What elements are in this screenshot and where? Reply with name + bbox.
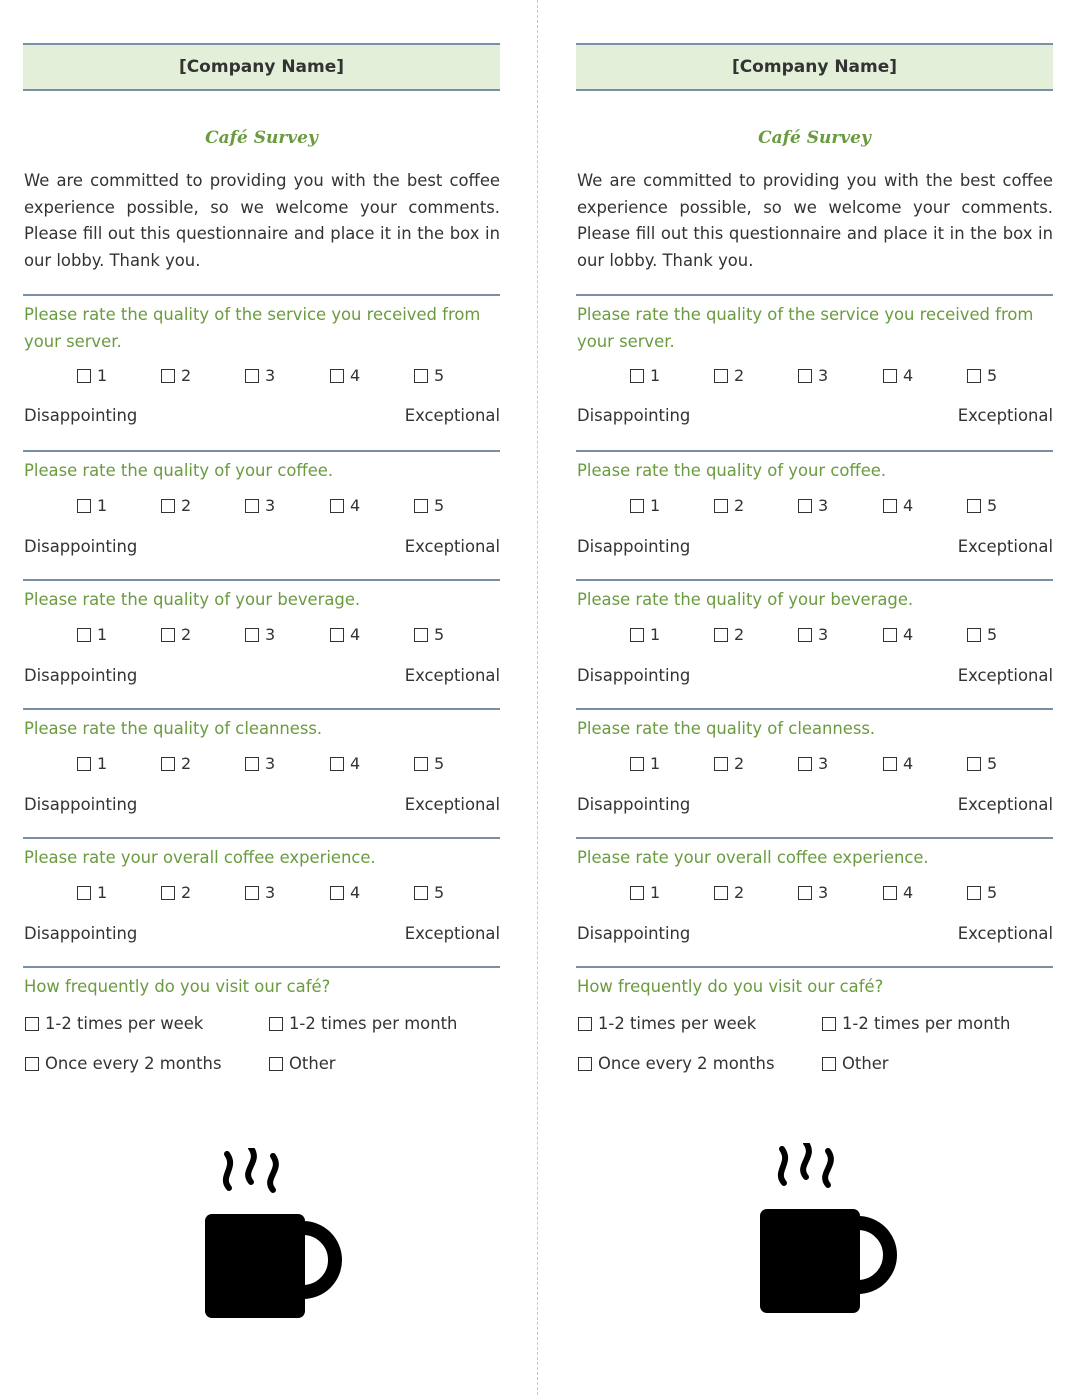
checkbox[interactable] <box>714 369 728 383</box>
checkbox[interactable] <box>330 757 344 771</box>
scale-low-label: Disappointing <box>24 666 138 685</box>
checkbox[interactable] <box>798 499 812 513</box>
frequency-option-other[interactable]: Other <box>822 1054 889 1073</box>
checkbox[interactable] <box>245 628 259 642</box>
rating-option-4[interactable]: 4 <box>330 883 360 902</box>
checkbox[interactable] <box>967 757 981 771</box>
rating-option-3[interactable]: 3 <box>245 496 275 515</box>
checkbox[interactable] <box>161 628 175 642</box>
question-text: Please rate the quality of your beverage. <box>577 590 914 609</box>
question-text: Please rate the quality of your coffee. <box>577 461 887 480</box>
question-cleanness <box>23 708 500 814</box>
checkbox[interactable] <box>714 499 728 513</box>
checkbox[interactable] <box>967 369 981 383</box>
rating-option-4[interactable]: 4 <box>883 366 913 385</box>
checkbox[interactable] <box>630 757 644 771</box>
rating-option-4[interactable]: 4 <box>330 496 360 515</box>
checkbox[interactable] <box>798 757 812 771</box>
rating-option-4[interactable]: 4 <box>883 496 913 515</box>
rating-option-1[interactable]: 1 <box>77 366 107 385</box>
checkbox[interactable] <box>630 628 644 642</box>
question-text: Please rate the quality of your coffee. <box>24 461 334 480</box>
checkbox[interactable] <box>630 369 644 383</box>
rating-option-5[interactable]: 5 <box>414 496 444 515</box>
scale-high-label: Exceptional <box>404 795 500 814</box>
rating-option-5[interactable]: 5 <box>414 754 444 773</box>
checkbox[interactable] <box>883 886 897 900</box>
checkbox[interactable] <box>77 757 91 771</box>
question-text: How frequently do you visit our café? <box>577 977 884 996</box>
rating-option-1[interactable]: 1 <box>77 754 107 773</box>
checkbox[interactable] <box>414 499 428 513</box>
frequency-option-bimonthly[interactable]: Once every 2 months <box>578 1054 775 1073</box>
rating-option-4[interactable]: 4 <box>883 883 913 902</box>
scale-low-label: Disappointing <box>577 406 691 425</box>
scale-high-label: Exceptional <box>404 537 500 556</box>
checkbox[interactable] <box>330 499 344 513</box>
rating-option-2[interactable]: 2 <box>714 496 744 515</box>
rating-option-4[interactable]: 4 <box>330 625 360 644</box>
checkbox[interactable] <box>967 628 981 642</box>
rating-option-3[interactable]: 3 <box>245 883 275 902</box>
checkbox[interactable] <box>883 757 897 771</box>
checkbox[interactable] <box>245 757 259 771</box>
checkbox[interactable] <box>245 499 259 513</box>
rating-option-2[interactable]: 2 <box>714 625 744 644</box>
question-overall <box>576 837 1053 943</box>
intro-paragraph: We are committed to providing you with the best coffee experience possible, so we welcome your comments. Please fill out this questionnaire and place it in the box in our lobby. Thank you. <box>24 171 500 270</box>
checkbox[interactable] <box>578 1057 592 1071</box>
question-text: Please rate your overall coffee experience. <box>577 848 929 867</box>
scale-high-label: Exceptional <box>404 666 500 685</box>
question-text: How frequently do you visit our café? <box>24 977 331 996</box>
checkbox[interactable] <box>714 757 728 771</box>
checkbox[interactable] <box>578 1017 592 1031</box>
checkbox[interactable] <box>245 886 259 900</box>
rating-row <box>576 754 1053 778</box>
rating-option-1[interactable]: 1 <box>630 625 660 644</box>
scale-high-label: Exceptional <box>957 795 1053 814</box>
survey-card-right <box>576 0 1053 1395</box>
rating-row <box>576 625 1053 649</box>
steam-icon <box>825 1151 831 1185</box>
rating-option-2[interactable]: 2 <box>161 883 191 902</box>
rating-row <box>576 366 1053 390</box>
rating-row <box>23 754 500 778</box>
question-frequency <box>576 966 1053 1073</box>
scale-low-label: Disappointing <box>577 795 691 814</box>
checkbox[interactable] <box>330 628 344 642</box>
rating-option-4[interactable]: 4 <box>883 625 913 644</box>
checkbox[interactable] <box>161 499 175 513</box>
survey-title: Café Survey <box>205 128 318 148</box>
frequency-option-bimonthly[interactable]: Once every 2 months <box>25 1054 222 1073</box>
rating-option-2[interactable]: 2 <box>714 366 744 385</box>
intro-paragraph: We are committed to providing you with the best coffee experience possible, so we welcome your comments. Please fill out this questionnaire and place it in the box in our lobby. Thank you. <box>577 171 1053 270</box>
scale-low-label: Disappointing <box>24 406 138 425</box>
rating-option-1[interactable]: 1 <box>77 625 107 644</box>
checkbox[interactable] <box>883 369 897 383</box>
checkbox[interactable] <box>714 628 728 642</box>
rating-option-2[interactable]: 2 <box>161 754 191 773</box>
rating-option-1[interactable]: 1 <box>77 883 107 902</box>
checkbox[interactable] <box>245 369 259 383</box>
checkbox[interactable] <box>330 886 344 900</box>
rating-option-3[interactable]: 3 <box>245 754 275 773</box>
rating-option-1[interactable]: 1 <box>630 496 660 515</box>
question-text: Please rate the quality of your beverage. <box>24 590 361 609</box>
rating-row <box>576 883 1053 907</box>
checkbox[interactable] <box>798 628 812 642</box>
frequency-option-monthly[interactable]: 1-2 times per month <box>822 1014 1010 1033</box>
checkbox[interactable] <box>414 886 428 900</box>
rating-option-1[interactable]: 1 <box>630 366 660 385</box>
frequency-option-other[interactable]: Other <box>269 1054 336 1073</box>
scale-high-label: Exceptional <box>404 924 500 943</box>
scale-low-label: Disappointing <box>577 537 691 556</box>
rating-option-2[interactable]: 2 <box>714 883 744 902</box>
scale-high-label: Exceptional <box>404 406 500 425</box>
question-text: Please rate the quality of cleanness. <box>24 719 323 738</box>
steam-icon <box>226 1154 230 1188</box>
rating-option-3[interactable]: 3 <box>245 366 275 385</box>
checkbox[interactable] <box>414 757 428 771</box>
survey-card-left <box>23 0 500 1395</box>
scale-low-label: Disappointing <box>24 924 138 943</box>
checkbox[interactable] <box>25 1017 39 1031</box>
checkbox[interactable] <box>822 1017 836 1031</box>
question-beverage <box>576 579 1053 685</box>
rating-option-5[interactable]: 5 <box>967 496 997 515</box>
question-overall <box>23 837 500 943</box>
steam-icon <box>803 1143 809 1177</box>
checkbox[interactable] <box>822 1057 836 1071</box>
rating-option-1[interactable]: 1 <box>630 754 660 773</box>
question-service <box>23 294 500 425</box>
checkbox[interactable] <box>77 369 91 383</box>
rating-row <box>23 366 500 390</box>
rating-option-5[interactable]: 5 <box>414 366 444 385</box>
checkbox[interactable] <box>25 1057 39 1071</box>
survey-title: Café Survey <box>758 128 871 148</box>
rating-option-5[interactable]: 5 <box>967 883 997 902</box>
rating-row <box>23 496 500 520</box>
checkbox[interactable] <box>714 886 728 900</box>
checkbox[interactable] <box>330 369 344 383</box>
checkbox[interactable] <box>630 499 644 513</box>
rating-option-3[interactable]: 3 <box>798 366 828 385</box>
rating-option-5[interactable]: 5 <box>414 883 444 902</box>
rating-option-2[interactable]: 2 <box>161 496 191 515</box>
question-coffee <box>23 450 500 556</box>
rating-row <box>23 883 500 907</box>
checkbox[interactable] <box>967 886 981 900</box>
question-service <box>576 294 1053 425</box>
scale-high-label: Exceptional <box>957 406 1053 425</box>
rating-option-3[interactable]: 3 <box>798 625 828 644</box>
rating-option-3[interactable]: 3 <box>245 625 275 644</box>
scale-high-label: Exceptional <box>957 666 1053 685</box>
rating-option-3[interactable]: 3 <box>798 883 828 902</box>
checkbox[interactable] <box>883 628 897 642</box>
steam-icon <box>781 1149 785 1183</box>
question-cleanness <box>576 708 1053 814</box>
scale-high-label: Exceptional <box>957 924 1053 943</box>
rating-option-5[interactable]: 5 <box>414 625 444 644</box>
checkbox[interactable] <box>161 757 175 771</box>
rating-option-5[interactable]: 5 <box>967 754 997 773</box>
scale-low-label: Disappointing <box>24 795 138 814</box>
company-name-header: [Company Name] <box>576 43 1053 91</box>
checkbox[interactable] <box>161 886 175 900</box>
rating-row <box>23 625 500 649</box>
rating-option-5[interactable]: 5 <box>967 366 997 385</box>
scale-low-label: Disappointing <box>24 537 138 556</box>
question-text: Please rate the quality of cleanness. <box>577 719 876 738</box>
checkbox[interactable] <box>77 628 91 642</box>
rating-option-3[interactable]: 3 <box>798 754 828 773</box>
rating-option-4[interactable]: 4 <box>883 754 913 773</box>
rating-option-2[interactable]: 2 <box>714 754 744 773</box>
checkbox[interactable] <box>77 886 91 900</box>
rating-option-1[interactable]: 1 <box>630 883 660 902</box>
question-coffee <box>576 450 1053 556</box>
frequency-option-monthly[interactable]: 1-2 times per month <box>269 1014 457 1033</box>
checkbox[interactable] <box>77 499 91 513</box>
steam-icon <box>270 1156 276 1190</box>
question-text: Please rate the quality of the service you received from your server. <box>577 305 1034 351</box>
question-text: Please rate the quality of the service you received from your server. <box>24 305 481 351</box>
checkbox[interactable] <box>798 886 812 900</box>
frequency-option-weekly[interactable]: 1-2 times per week <box>25 1014 203 1033</box>
checkbox[interactable] <box>414 369 428 383</box>
rating-option-4[interactable]: 4 <box>330 366 360 385</box>
rating-option-1[interactable]: 1 <box>77 496 107 515</box>
checkbox[interactable] <box>269 1057 283 1071</box>
checkbox[interactable] <box>269 1017 283 1031</box>
rating-option-3[interactable]: 3 <box>798 496 828 515</box>
coffee-mug-icon <box>203 1148 359 1320</box>
checkbox[interactable] <box>161 369 175 383</box>
scale-low-label: Disappointing <box>577 666 691 685</box>
company-name-header: [Company Name] <box>23 43 500 91</box>
checkbox[interactable] <box>967 499 981 513</box>
rating-row <box>576 496 1053 520</box>
cut-line <box>537 0 538 1395</box>
checkbox[interactable] <box>630 886 644 900</box>
scale-low-label: Disappointing <box>577 924 691 943</box>
coffee-mug-icon <box>758 1143 914 1315</box>
question-text: Please rate your overall coffee experience. <box>24 848 376 867</box>
checkbox[interactable] <box>798 369 812 383</box>
steam-icon <box>248 1148 254 1182</box>
rating-option-4[interactable]: 4 <box>330 754 360 773</box>
scale-high-label: Exceptional <box>957 537 1053 556</box>
checkbox[interactable] <box>883 499 897 513</box>
checkbox[interactable] <box>414 628 428 642</box>
rating-option-2[interactable]: 2 <box>161 366 191 385</box>
frequency-option-weekly[interactable]: 1-2 times per week <box>578 1014 756 1033</box>
rating-option-2[interactable]: 2 <box>161 625 191 644</box>
question-beverage <box>23 579 500 685</box>
rating-option-5[interactable]: 5 <box>967 625 997 644</box>
question-frequency <box>23 966 500 1073</box>
